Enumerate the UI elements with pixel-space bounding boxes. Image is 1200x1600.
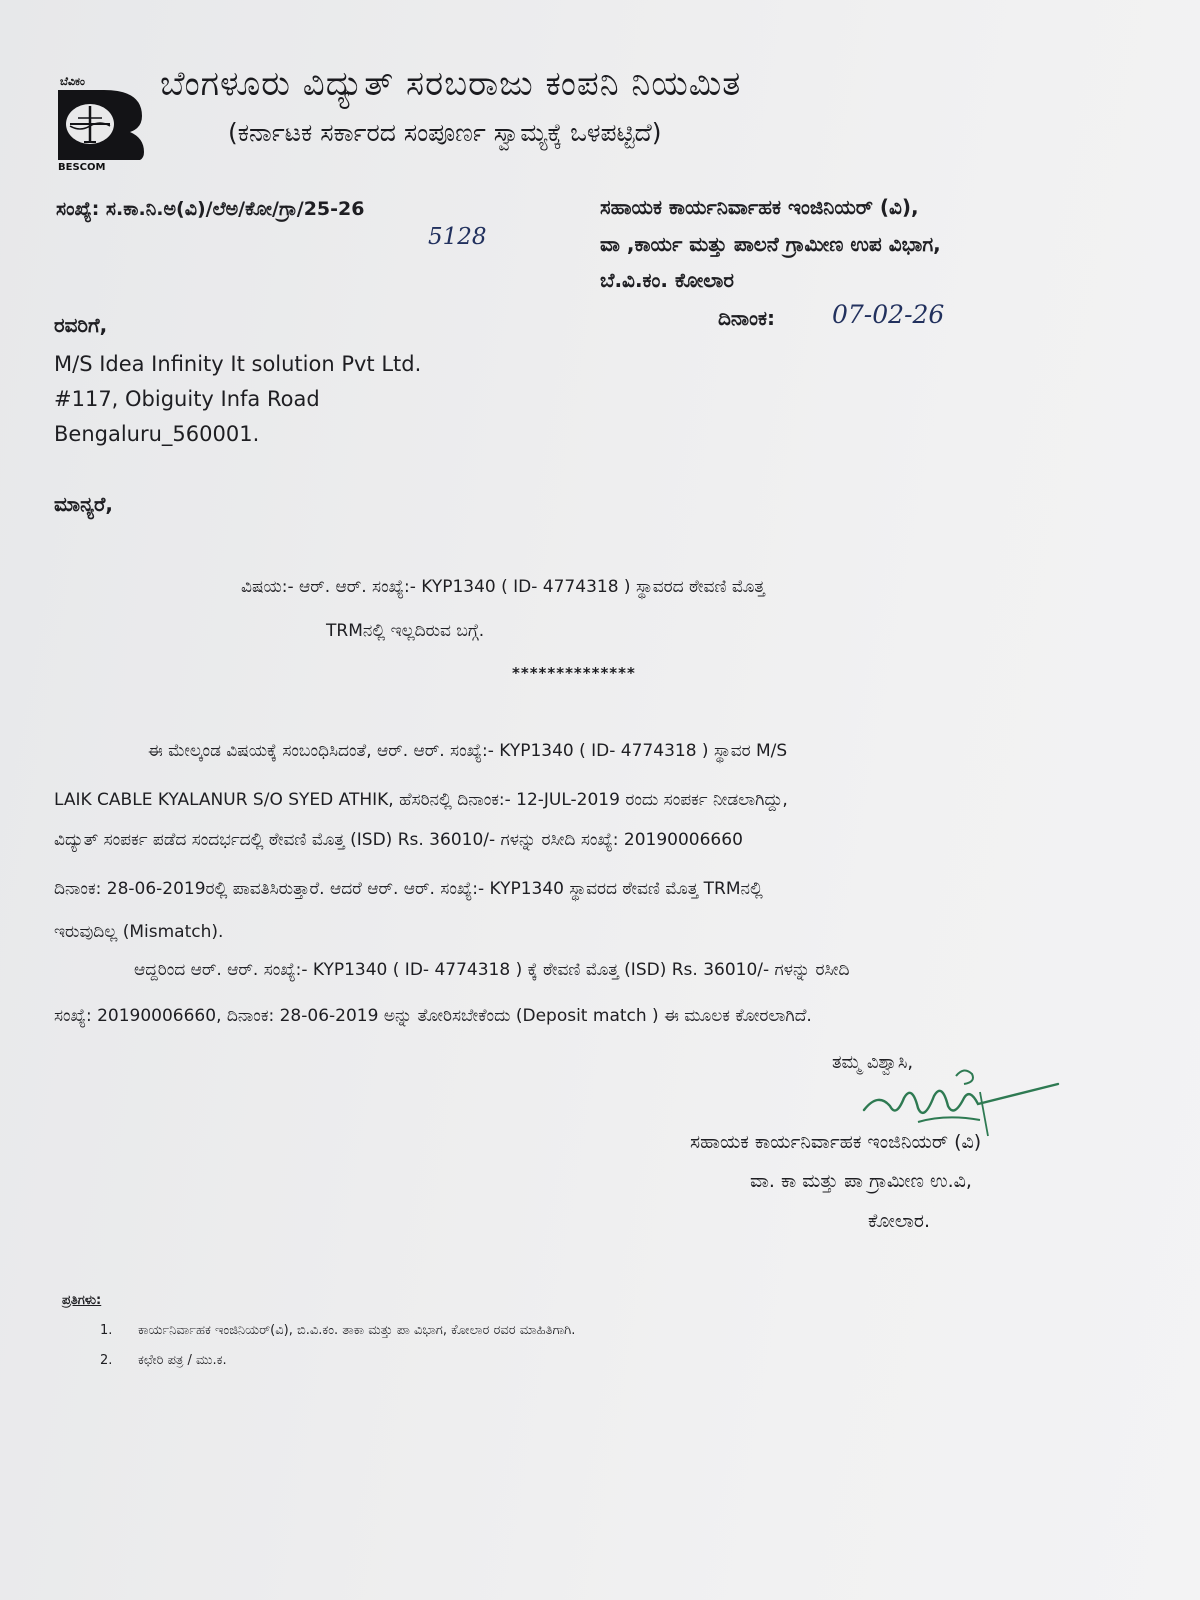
recipient-line-2: #117, Obiguity Infa Road [54,387,320,411]
body-line-4: ದಿನಾಂಕ: 28-06-2019ರಲ್ಲಿ ಪಾವತಿಸಿರುತ್ತಾರೆ. ಆದರೆ ಆರ್. ಆರ್. ಸಂಖ್ಯೆ:- KYP1340 ಸ್ಥಾವರದ ಠೇವಣಿ ಮೊತ್ತ TRMನಲ್ಲಿ [54,879,763,899]
recipient-to-label: ರವರಿಗೆ, [54,313,108,337]
company-subtitle: (ಕರ್ನಾಟಕ ಸರ್ಕಾರದ ಸಂಪೂರ್ಣ ಸ್ವಾಮ್ಯಕ್ಕೆ ಒಳಪಟ್ಟಿದೆ) [228,118,662,147]
logo-text-top: ಬೆವಿಕಂ [60,75,85,88]
handwritten-reference-number: 5128 [428,224,487,250]
bescom-logo [56,74,148,172]
body-line-1: ಈ ಮೇಲ್ಕಂಡ ವಿಷಯಕ್ಕೆ ಸಂಬಂಧಿಸಿದಂತೆ, ಆರ್. ಆರ್. ಸಂಖ್ಯೆ:- KYP1340 ( ID- 4774318 ) ಸ್ಥಾವರ M/S [148,741,788,761]
subject-line-2: TRMನಲ್ಲಿ ಇಲ್ಲದಿರುವ ಬಗ್ಗೆ. [326,621,485,641]
closing: ತಮ್ಮ ವಿಶ್ವಾಸಿ, [832,1052,914,1073]
office-line-1: ಸಹಾಯಕ ಕಾರ್ಯನಿರ್ವಾಹಕ ಇಂಜಿನಿಯರ್ (ವಿ), [600,195,919,219]
office-line-3: ಬೆ.ವಿ.ಕಂ. ಕೋಲಾರ [600,268,734,292]
copy-item-number: 2. [100,1353,113,1368]
body-line-5: ಇರುವುದಿಲ್ಲ (Mismatch). [54,922,224,942]
copies-title: ಪ್ರತಿಗಳು: [62,1293,102,1308]
body-line-6: ಆದ್ದರಿಂದ ಆರ್. ಆರ್. ಸಂಖ್ಯೆ:- KYP1340 ( ID- 4774318 ) ಕ್ಕೆ ಠೇವಣಿ ಮೊತ್ತ (ISD) Rs. 36010/- ಗಳನ್ನು ರಸೀದಿ [134,960,850,980]
copy-item-text: ಕಾರ್ಯನಿರ್ವಾಹಕ ಇಂಜಿನಿಯರ್(ವಿ), ಬಿ.ವಿ.ಕಂ. ತಾಕಾ ಮತ್ತು ಪಾ ವಿಭಾಗ, ಕೋಲಾರ ರವರ ಮಾಹಿತಿಗಾಗಿ. [138,1323,576,1338]
copy-item-text: ಕಛೇರಿ ಪತ್ರ / ಮು.ಕ. [138,1353,227,1368]
subject-separator: ************** [512,664,636,682]
date-label: ದಿನಾಂಕ: [718,306,775,330]
signatory-line-1: ಸಹಾಯಕ ಕಾರ್ಯನಿರ್ವಾಹಕ ಇಂಜಿನಿಯರ್ (ವಿ) [690,1131,982,1153]
body-line-2: LAIK CABLE KYALANUR S/O SYED ATHIK, ಹೆಸರಿನಲ್ಲಿ ದಿನಾಂಕ:- 12-JUL-2019 ರಂದು ಸಂಪರ್ಕ ನೀಡಲಾಗಿದ್ದು, [54,790,788,810]
copy-item-number: 1. [100,1323,113,1338]
company-name: ಬೆಂಗಳೂರು ವಿದ್ಯುತ್ ಸರಬರಾಜು ಕಂಪನಿ ನಿಯಮಿತ [160,64,742,104]
signatory-line-2: ವಾ. ಕಾ ಮತ್ತು ಪಾ ಗ್ರಾಮೀಣ ಉ.ವಿ, [750,1170,972,1192]
body-line-7: ಸಂಖ್ಯೆ: 20190006660, ದಿನಾಂಕ: 28-06-2019 ಅನ್ನು ತೋರಿಸಬೇಕೆಂದು (Deposit match ) ಈ ಮೂಲಕ ಕೋರಲಾಗಿದೆ. [54,1006,812,1026]
body-line-3: ವಿದ್ಯುತ್ ಸಂಪರ್ಕ ಪಡೆದ ಸಂದರ್ಭದಲ್ಲಿ ಠೇವಣಿ ಮೊತ್ತ (ISD) Rs. 36010/- ಗಳನ್ನು ರಸೀದಿ ಸಂಖ್ಯೆ: 20190006660 [54,830,743,850]
subject-line-1: ವಿಷಯ:- ಆರ್. ಆರ್. ಸಂಖ್ಯೆ:- KYP1340 ( ID- 4774318 ) ಸ್ಥಾವರದ ಠೇವಣಿ ಮೊತ್ತ [241,577,765,597]
office-line-2: ವಾ ,ಕಾರ್ಯ ಮತ್ತು ಪಾಲನೆ ಗ್ರಾಮೀಣ ಉಪ ವಿಭಾಗ, [600,232,941,256]
recipient-line-1: M/S Idea Infinity It solution Pvt Ltd. [54,352,422,376]
date-value: 07-02-26 [832,300,945,329]
salutation: ಮಾನ್ಯರೆ, [54,492,113,516]
recipient-line-3: Bengaluru_560001. [54,422,260,446]
signatory-line-3: ಕೋಲಾರ. [868,1210,931,1232]
logo-text-bottom: BESCOM [58,162,106,172]
reference-label: ಸಂಖ್ಯೆ: ಸ.ಕಾ.ನಿ.ಅ(ವಿ)/ಲೆಅ/ಕೋ/ಗ್ರಾ/25-26 [56,198,365,220]
